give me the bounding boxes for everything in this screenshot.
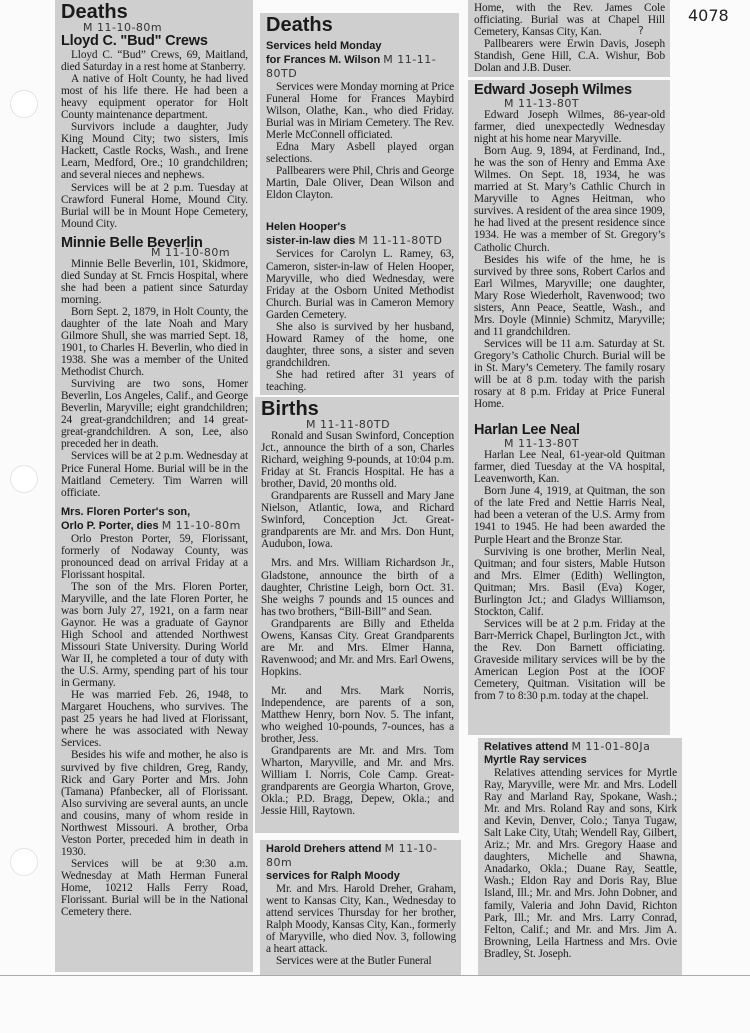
paragraph: He was married Feb. 26, 1948, to Margaret Houchens, who survives. The past 25 years he had lived at Florissant, where he was associated with Neway Services. [61, 689, 248, 750]
paragraph: Services will be at 2 p.m. Wednesday at Price Funeral Home. Burial will be in the Maitland Cemetery. Tim Warren will officiate. [61, 450, 248, 499]
paragraph: Pallbearers were Phil, Chris and George Martin, Dale Oliver, Dean Wilson and Eldon Clayton. [266, 165, 454, 202]
paragraph: Harlan Lee Neal, 61-year-old Quitman farmer, died Tuesday at the VA hospital, Leavenworth, Kan. [474, 449, 665, 486]
obituary-beverlin [61, 258, 248, 499]
paragraph: Born Sept. 2, 1879, in Holt County, the daughter of the late Noah and Mary Gilmore Shull, she was married Sept. 18, 1901, to Charles H. Beverlin, who died in 1938. She was a member of the United Methodist Church. [61, 305, 248, 379]
obituary-crews [61, 49, 248, 230]
paragraph: Services for Carolyn L. Ramey, 63, Cameron, sister-in-law of Helen Hooper, Maryville, who died Wednesday, were Friday at the Osborn United Methodist Church. Burial was in Cameron Memory Garden Cemetery. [266, 248, 454, 321]
paragraph: The son of the Mrs. Floren Porter, Maryville, and the late Floren Porter, he was born July 27, 1921, on a farm near Gaynor. He was a graduate of Gaynor High School and attended Northwest Missouri State University. During World War II, he completed a tour of duty with the U.S. Army, spending part of his tour in Germany. [61, 580, 248, 690]
obituary-heading [484, 740, 677, 754]
paragraph: Surviving is one brother, Merlin Neal, Quitman; and four sisters, Mable Hutson and Mrs. Elmer (Edith) Wellington, Quitman; Mrs. Basil (Eva) Koger, Burlington Jct.; and Gladys Williamson, Stockton, Calif. [474, 545, 665, 618]
obituary-heading [266, 234, 454, 248]
paragraph: Services will be at 9:30 a.m. Wednesday at Math Herman Funeral Home, 10212 Halls Ferry Road, Florissant. Burial will be in the National Cemetery there. [61, 857, 248, 919]
handwritten-date: M 11-13-80T [504, 437, 580, 451]
paragraph: Born June 4, 1919, at Quitman, the son of the late Fred and Nettie Harris Neal, had been a veteran of the U.S. Army from 1941 to 1945. He had been awarded the Purple Heart and the Bronze Star. [474, 485, 665, 546]
handwritten-date: M 11-11-80TD [306, 418, 391, 431]
clipping-dreher [260, 840, 461, 975]
obituary-porter [61, 533, 248, 919]
paragraph: Edward Joseph Wilmes, 86-year-old farmer, died unexpectedly Wednesday night at his home near Maryville. [474, 109, 665, 146]
paragraph: Grandparents are Russell and Mary Jane Nielson, Atlantic, Iowa, and Richard Swinford, Conception Jct. Great-grandparents are Mr. and Mrs. Don Hunt, Audubon, Iowa. [261, 490, 454, 551]
paragraph: Orlo Preston Porter, 59, Florissant, formerly of Nodaway County, was pronounced dead on arrival Friday at a Florissant hospital. [61, 532, 248, 581]
paragraph: Mrs. and Mrs. William Richardson Jr., Gladstone, announce the birth of a daughter, Christine Leigh, born Oct. 31. She weighs 7 pounds and 15 ounces and has two brothers, “Bill-Bill” and Sean. [261, 557, 454, 618]
obituary-heading: Harlan Lee Neal [474, 422, 580, 439]
paragraph: Besides his wife of the hme, he is survived by three sons, Robert Carlos and Earl Wilmes, Maryville; one daughter, Mary Rose Wiederholt, Ravenwood; two sisters, Ann Peace, Seattle, Wash., and Mrs. Doyle (Minnie) Schmitz, Maryville; and 11 grandchildren. [474, 253, 665, 338]
obituary-heading: Myrtle Ray services [484, 754, 587, 766]
obituary-heading [266, 842, 456, 870]
handwritten-date: M 11-10-80m [266, 842, 438, 869]
obituary-heading [61, 519, 248, 533]
clipping-deaths-col1 [55, 0, 253, 972]
obituary-heading: Lloyd C. "Bud" Crews [61, 33, 208, 49]
handwritten-question-mark: ? [638, 24, 645, 37]
section-title: Deaths [266, 14, 333, 36]
heading-line: sister-in-law dies [266, 235, 356, 248]
paragraph: Edna Mary Asbell played organ selections. [266, 141, 454, 166]
paragraph: Pallbearers were Erwin Davis, Joseph Standish, Gene Hill, C.A. Wishur, Bob Dolan and J.B. Duser. [474, 38, 665, 75]
paragraph: Mr. and Mrs. Mark Norris, Independence, are parents of a son, Matthew Henry, born Nov. 5. The infant, who weighed 10-pounds, 7-ounces, has a brother, Jess. [261, 684, 454, 746]
binder-hole [10, 848, 38, 876]
handwritten-page-number: 4078 [688, 6, 729, 25]
paragraph: Relatives attending services for Myrtle Ray, Maryville, were Mr. and Mrs. Lodell Ray and Marland Ray, Spokane, Wash.; Mr. and Mrs. Roland Ray and sons, Kirk and Kevin, Denver, Colo.; Tanya Tugaw, Salt Lake City, Utah; Wendell Ray, Gilbert, Ariz.; Mr. and Mrs. Gregory Haase and daughters, Michelle and Shawna, Anadarko, Okla.; Duane Ray, Seattle, Wash.; Eldon Ray and Doris Ray, Blue Island, Ill.; Mr. and Mrs. John Dobner, and family, Valeria and John David, Richton Park, Ill.; Mr. and Mrs. Larry Conrad, Felton, Calif.; and Mr. and Mrs. Jim A. Browning, Leila Hartness and Mrs. Ovie Bradley, St. Joseph. [484, 767, 677, 960]
paragraph: Services will be at 2 p.m. Friday at the Barr-Merrick Chapel, Burlington Jct., with the Rev. Don Barnett officiating. Graveside military services will be by the American Legion Post at the IOOF Cemetery, Quitman. Visitation will be from 7 to 8:30 p.m. today at the chapel. [474, 617, 665, 703]
obituary-heading: Edward Joseph Wilmes [474, 82, 632, 98]
paragraph: Born Aug. 9, 1894, at Ferdinand, Ind., he was the son of Henry and Emma Axe Wilmes. On Sept. 18, 1934, he was married at St. Mary’s Cathlic Church in Maryville to Agnes Heitman, who survives. A resident of the area since 1909, he had lived at the present residence since 1934. He was a member of St. Gregory’s Catholic Church. [474, 145, 665, 254]
paragraph: Mr. and Mrs. Harold Dreher, Graham, went to Kansas City, Kan., Wednesday to attend services Thursday for her brother, Ralph Moody, Kansas City, Kan., formerly of Maryville, who died Nov. 3, following a heart attack. [266, 883, 457, 956]
clipping-dreher-continued [468, 0, 670, 77]
paragraph: She had retired after 31 years of teaching. [266, 368, 454, 393]
binder-hole [10, 465, 38, 493]
handwritten-date: M 11-13-80T [504, 97, 580, 110]
handwritten-date: M 11-10-80m [83, 21, 163, 34]
paragraph: Minnie Belle Beverlin, 101, Skidmore, died Sunday at St. Frncis Hospital, where she had been a patient since Saturday morning. [61, 257, 248, 306]
obituary-heading: Helen Hooper's [266, 221, 347, 234]
clipping-wilmes-neal [468, 80, 670, 735]
paragraph: Surviving are two sons, Homer Beverlin, Los Angeles, Calif., and George Beverlin, Maryville; eight grandchildren; 24 great-grandchildren; and 14 great-great-grandchildren. A son, Lee, also preceded her in death. [61, 378, 248, 451]
binder-hole [10, 90, 38, 118]
paragraph: Services were at the Butler Funeral [276, 955, 432, 968]
handwritten-date: M 11-01-80Ja [571, 740, 651, 753]
paragraph: Services will be 11 a.m. Saturday at St. Gregory’s Catholic Church. Burial will be in St. Mary’s Cemetery. The family rosary will be at 8 p.m. today with the parish rosary at 8 p.m. Friday at Price Funeral Home. [474, 337, 665, 411]
paragraph: Grandparents are Billy and Ethelda Owens, Kansas City. Great Grandparents are Mr. and Mrs. Elmer Hanna, Ravenwood; and Mr. and Mrs. Earl Owens, Hopkins. [261, 617, 454, 678]
clipping-births [255, 397, 459, 833]
handwritten-date: M 11-11-80TD [266, 53, 437, 80]
obituary-heading: Services held Monday [266, 40, 382, 52]
obituary-heading [266, 53, 454, 81]
handwritten-date: M 11-10-80m [161, 518, 241, 532]
paragraph: Lloyd C. “Bud” Crews, 69, Maitland, died Saturday in a rest home at Stanberry. [61, 49, 248, 74]
heading-line: Harold Drehers attend [266, 843, 382, 855]
obituary-heading: Mrs. Floren Porter's son, [61, 505, 191, 518]
heading-line: Orlo P. Porter, dies [61, 519, 159, 532]
handwritten-date: M 11-10-80m [151, 245, 231, 259]
paragraph: A native of Holt County, he had lived most of his life there. He had been a heavy equipment operator for Holt County maintenance department. [61, 73, 248, 122]
paragraph: Grandparents are Mr. and Mrs. Tom Wharton, Maryville, and Mr. and Mrs. William I. Norris, Cole Camp. Great-grandparents are Georgia Wharton, Grove, Okla.; P.D. Bragg, Depew, Okla.; and Jessie Hill, Raytown. [261, 745, 454, 818]
paragraph: Survivors include a daughter, Judy King Mound City; two sisters, Imis Hackett, Castle Rocks, Wash., and Irene Learn, Medford, Ore.; 10 grandchildren; and several nieces and nephews. [61, 121, 248, 182]
paragraph: Besides his wife and mother, he also is survived by five children, Greg, Randy, Rick and Gary Porter and Mrs. John (Tamana) Pfanbecker, all of Florissant. Also surviving are several aunts, an uncle and cousins, many of whom reside in Northwest Missouri. A brother, Orba Veston Porter, preceded him in death in 1930. [61, 749, 248, 858]
handwritten-date: M 11-11-80TD [358, 234, 443, 248]
section-title: Deaths [61, 1, 128, 23]
paragraph: Ronald and Susan Swinford, Conception Jct., announce the birth of a son, Charles Richard, weighing 9-pounds, at 10:04 p.m. Friday at St. Francis Hospital. He has a brother, David, 20 months old. [261, 430, 454, 491]
paragraph: Services were Monday morning at Price Funeral Home for Frances Maybird Wilson, Olathe, Kan., who died Friday. Burial was in Miriam Cemetery. The Rev. Merle McConnell officiated. [266, 81, 454, 142]
paragraph: Services will be at 2 p.m. Tuesday at Crawford Funeral Home, Mound City. Burial will be in Mount Hope Cemetery, Mound City. [61, 181, 248, 230]
section-title: Births [261, 398, 319, 420]
clipping-ray [478, 738, 682, 975]
paragraph: Home, with the Rev. James Cole officiating. Burial was at Chapel Hill Cemetery, Kansas City, Kan. [474, 2, 665, 39]
heading-line: Relatives attend [484, 741, 569, 753]
heading-line: for Frances M. Wilson [266, 54, 381, 66]
obituary-heading: services for Ralph Moody [266, 870, 400, 882]
page-bottom-edge [0, 975, 750, 976]
paragraph: She also is survived by her husband, Howard Ramey of the home, one daughter, three sons, a sister and seven grandchildren. [266, 320, 454, 369]
clipping-deaths-col2 [260, 13, 459, 395]
obituary-heading: Minnie Belle Beverlin [61, 234, 203, 251]
